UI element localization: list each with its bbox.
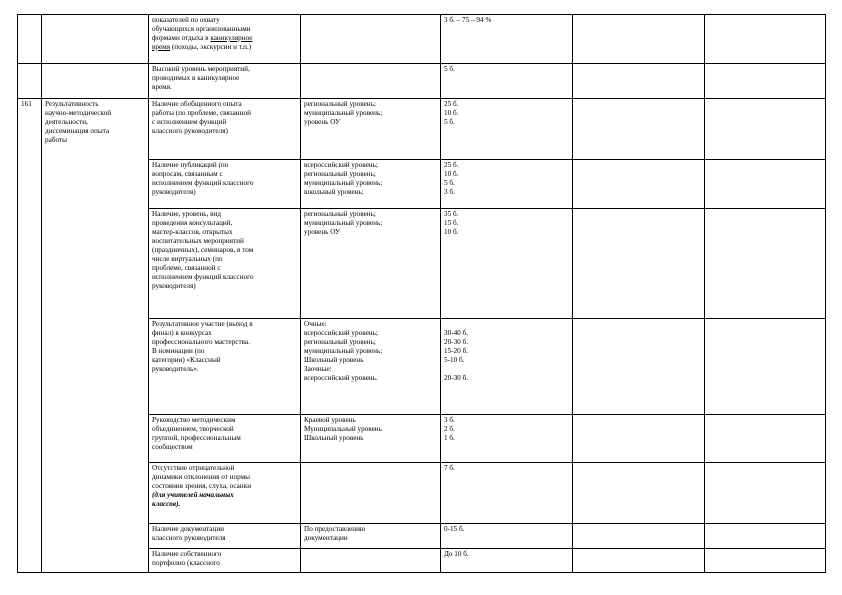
score-cell [441, 319, 573, 415]
level-line: уровень ОУ [304, 228, 341, 236]
indicator-line [152, 43, 297, 52]
score-line: 5-10 б. [444, 356, 465, 364]
indicator-line: группой, профессиональным [152, 434, 241, 442]
score-cell [441, 64, 573, 99]
indicator-line: Наличие, уровень, вид [152, 210, 222, 218]
indicator-line: проведения консультаций, [152, 219, 233, 227]
score-line: 15 б. [444, 219, 459, 227]
level-cell [301, 415, 441, 463]
level-line: муниципальный уровень; [304, 109, 383, 117]
table-row [18, 15, 826, 64]
empty-cell [573, 15, 705, 64]
indicator-line: исполнением функций классного [152, 179, 254, 187]
indicator-line [152, 34, 297, 43]
indicator-line: руководителя) [152, 282, 196, 290]
row-number: 161 [21, 100, 32, 108]
level-cell [301, 524, 441, 549]
indicator-line: сообществом [152, 443, 193, 451]
level-line: всероссийский уровень; [304, 329, 378, 337]
level-cell [301, 99, 441, 160]
level-cell [301, 549, 441, 573]
criterion-line: Результативность [45, 100, 99, 108]
level-line: Краевой уровень [304, 416, 356, 424]
score-cell [441, 415, 573, 463]
indicator-line: состояния зрения, слуха, осанки [152, 482, 252, 490]
indicator-cell [149, 463, 301, 524]
empty-cell [705, 524, 826, 549]
level-line: Заочные: [304, 365, 332, 373]
empty-cell [573, 524, 705, 549]
empty-cell [705, 549, 826, 573]
level-cell [301, 209, 441, 319]
indicator-line: время. [152, 83, 172, 91]
score-line [444, 365, 569, 374]
indicator-line: проводимых в каникулярное [152, 74, 240, 82]
indicator-cell [149, 160, 301, 209]
level-line: региональный уровень; [304, 210, 376, 218]
level-line: Муниципальный уровень [304, 425, 382, 433]
score-line: 3 б. – 75 – 94 % [444, 16, 492, 24]
indicator-line: руководителя) [152, 188, 196, 196]
score-line: 20-30 б. [444, 338, 469, 346]
indicator-cell [149, 549, 301, 573]
number-cell [18, 15, 42, 64]
score-cell [441, 524, 573, 549]
indicator-line: воспитательных мероприятий [152, 237, 244, 245]
empty-cell [705, 64, 826, 99]
empty-cell [705, 160, 826, 209]
level-line: Школьный уровень [304, 356, 364, 364]
level-line: уровень ОУ [304, 118, 341, 126]
score-line: 5 б. [444, 118, 455, 126]
indicator-text: формами отдыха в [152, 34, 211, 42]
criteria-table [17, 14, 826, 573]
indicator-underlined: каникулярное [210, 34, 253, 42]
indicator-line: с исполнением функций [152, 118, 227, 126]
score-line: 3 б. [444, 416, 455, 424]
empty-cell [573, 415, 705, 463]
indicator-line: категории) «Классный [152, 356, 221, 364]
empty-cell [705, 415, 826, 463]
level-line: муниципальный уровень; [304, 179, 383, 187]
empty-cell [573, 463, 705, 524]
indicator-line: финал) в конкурсах [152, 329, 212, 337]
level-line: Школьный уровень [304, 434, 364, 442]
indicator-note: классов). [152, 500, 181, 508]
indicator-line: объединением, творческой [152, 425, 234, 433]
level-cell [301, 64, 441, 99]
indicator-line: Руководство методическим [152, 416, 236, 424]
criterion-line: диссеминация опыта [45, 127, 110, 135]
level-line: региональный уровень; [304, 170, 376, 178]
score-line: 5 б. [444, 179, 455, 187]
level-cell [301, 160, 441, 209]
level-cell [301, 15, 441, 64]
criterion-cell [42, 64, 149, 99]
criterion-cell [42, 15, 149, 64]
score-line: 15-20 б. [444, 347, 469, 355]
indicator-line: динамики отклонения от нормы [152, 473, 250, 481]
level-line: школьный уровень; [304, 188, 364, 196]
number-cell [18, 64, 42, 99]
level-cell [301, 319, 441, 415]
score-cell [441, 209, 573, 319]
indicator-line: Наличие собственного [152, 550, 222, 558]
level-line: региональный уровень; [304, 338, 376, 346]
score-cell [441, 160, 573, 209]
score-line [444, 320, 569, 329]
table-row [18, 99, 826, 160]
indicator-line: Наличие документации [152, 525, 225, 533]
score-line: 0-15 б. [444, 525, 465, 533]
empty-cell [573, 99, 705, 160]
indicator-line: В номинации (по [152, 347, 205, 355]
indicator-underlined: время [152, 43, 171, 51]
indicator-cell [149, 415, 301, 463]
score-line: 25 б. [444, 161, 459, 169]
score-line: 3 б. [444, 188, 455, 196]
indicator-cell [149, 15, 301, 64]
level-line: документации [304, 534, 348, 542]
empty-cell [705, 15, 826, 64]
indicator-text: (походы, экскурсии и т.п.) [170, 43, 252, 51]
score-cell [441, 15, 573, 64]
criterion-line: научно-методической [45, 109, 112, 117]
score-line: 20-30 б. [444, 374, 469, 382]
indicator-line: Отсутствие отрицательной [152, 464, 235, 472]
score-line: 35 б. [444, 210, 459, 218]
empty-cell [573, 549, 705, 573]
indicator-line: профессионального мастерства. [152, 338, 250, 346]
score-line: 25 б. [444, 100, 459, 108]
indicator-line: показателей по охвату [152, 16, 220, 24]
indicator-line: числе виртуальных (по [152, 255, 223, 263]
empty-cell [573, 209, 705, 319]
criterion-line: деятельности, [45, 118, 88, 126]
score-line: 10 б. [444, 109, 459, 117]
score-line: 10 б. [444, 170, 459, 178]
level-line: региональный уровень; [304, 100, 376, 108]
indicator-line: портфолио (классного [152, 559, 220, 567]
indicator-note: (для учителей начальных [152, 491, 234, 499]
score-line: 10 б. [444, 228, 459, 236]
indicator-cell [149, 64, 301, 99]
empty-cell [705, 319, 826, 415]
score-line: 5 б. [444, 65, 455, 73]
number-cell [18, 99, 42, 573]
level-line: По предоставлению [304, 525, 366, 533]
indicator-line: обучающихся организованными [152, 25, 251, 33]
indicator-cell [149, 99, 301, 160]
empty-cell [705, 463, 826, 524]
level-line: всероссийский уровень; [304, 161, 378, 169]
indicator-line: работы (по проблеме, связанной [152, 109, 251, 117]
score-cell [441, 549, 573, 573]
empty-cell [573, 64, 705, 99]
indicator-line: Наличие публикаций (по [152, 161, 229, 169]
empty-cell [705, 99, 826, 160]
indicator-line: (праздничных), семинаров, в том [152, 246, 254, 254]
empty-cell [573, 319, 705, 415]
score-cell [441, 99, 573, 160]
score-line: До 10 б. [444, 550, 469, 558]
indicator-line: классного руководителя) [152, 127, 228, 135]
indicator-line: Результативное участие (выход в [152, 320, 253, 328]
score-line: 30-40 б. [444, 329, 469, 337]
score-line: 2 б. [444, 425, 455, 433]
score-cell [441, 463, 573, 524]
indicator-line: руководитель». [152, 365, 199, 373]
score-line: 7 б. [444, 464, 455, 472]
table-row [18, 64, 826, 99]
indicator-cell [149, 209, 301, 319]
indicator-line: Наличие обобщенного опыта [152, 100, 242, 108]
indicator-line: Высокий уровень мероприятий, [152, 65, 250, 73]
indicator-line: проблеме, связанной с [152, 264, 221, 272]
empty-cell [573, 160, 705, 209]
criterion-line: работы [45, 136, 67, 144]
level-line: муниципальный уровень; [304, 219, 383, 227]
indicator-cell [149, 524, 301, 549]
indicator-line: исполнением функций классного [152, 273, 254, 281]
indicator-line: классного руководителя [152, 534, 226, 542]
empty-cell [705, 209, 826, 319]
level-line: всероссийский уровень. [304, 374, 378, 382]
indicator-line: вопросам, связанным с [152, 170, 223, 178]
level-line: муниципальный уровень; [304, 347, 383, 355]
indicator-line: мастер-классов, открытых [152, 228, 233, 236]
criterion-cell [42, 99, 149, 573]
score-line: 1 б. [444, 434, 455, 442]
indicator-cell [149, 319, 301, 415]
level-line: Очные: [304, 320, 327, 328]
level-cell [301, 463, 441, 524]
